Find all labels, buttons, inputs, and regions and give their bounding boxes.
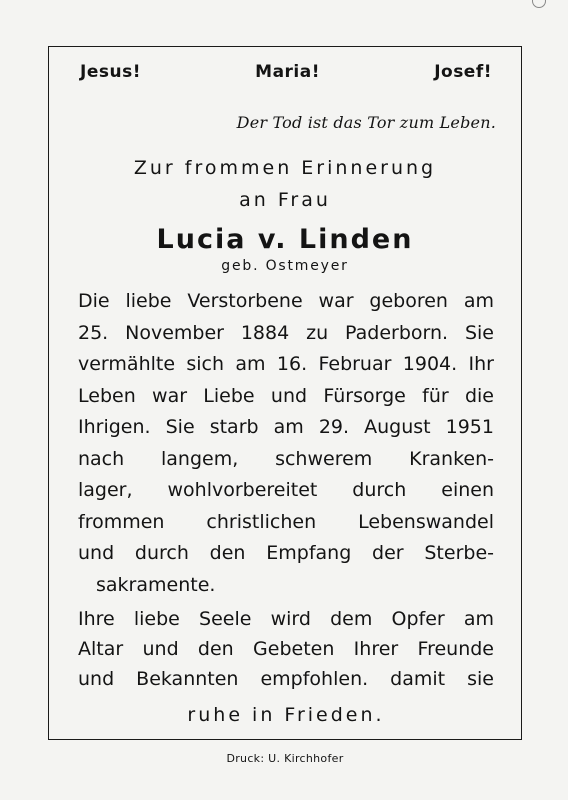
maiden-name: geb. Ostmeyer <box>221 258 349 274</box>
memorial-heading-line2: an Frau <box>239 189 331 211</box>
biography-line: nach langem, schwerem Kranken- <box>78 447 494 470</box>
motto: Der Tod ist das Tor zum Leben. <box>236 113 496 132</box>
biography-line: 25. November 1884 zu Paderborn. Sie <box>78 321 494 344</box>
deceased-name: Lucia v. Linden <box>156 224 414 255</box>
biography-line: Die liebe Verstorbene war geboren am <box>78 290 494 312</box>
biography-line: sakramente. <box>96 573 216 596</box>
prayer-line: Ihre liebe Seele wird dem Opfer am <box>78 608 494 630</box>
memorial-heading <box>48 152 522 216</box>
prayer-line: Altar und den Gebeten Ihrer Freunde <box>78 638 494 660</box>
biography-line: Leben war Liebe und Fürsorge für die <box>78 384 494 407</box>
corner-mark <box>532 0 546 8</box>
biography-line: vermählte sich am 16. Februar 1904. Ihr <box>78 353 494 375</box>
biography-line: frommen christlichen Lebenswandel <box>78 510 494 533</box>
invocation-josef: Josef! <box>434 62 492 82</box>
invocation-row <box>80 62 492 82</box>
invocation-jesus: Jesus! <box>80 62 141 82</box>
biography-paragraph <box>78 286 494 601</box>
prayer-closing-line: ruhe in Frieden. <box>187 704 385 726</box>
prayer-line: und Bekannten empfohlen. damit sie <box>78 668 494 690</box>
biography-line: und durch den Empfang der Sterbe- <box>78 542 494 564</box>
memorial-heading-line1: Zur frommen Erinnerung <box>133 157 437 179</box>
printer-credit: Druck: U. Kirchhofer <box>226 752 344 765</box>
biography-line: Ihrigen. Sie starb am 29. August 1951 <box>78 416 494 438</box>
invocation-maria: Maria! <box>255 62 320 82</box>
biography-line: lager, wohlvorbereitet durch einen <box>78 479 494 501</box>
prayer-paragraph <box>78 604 494 730</box>
